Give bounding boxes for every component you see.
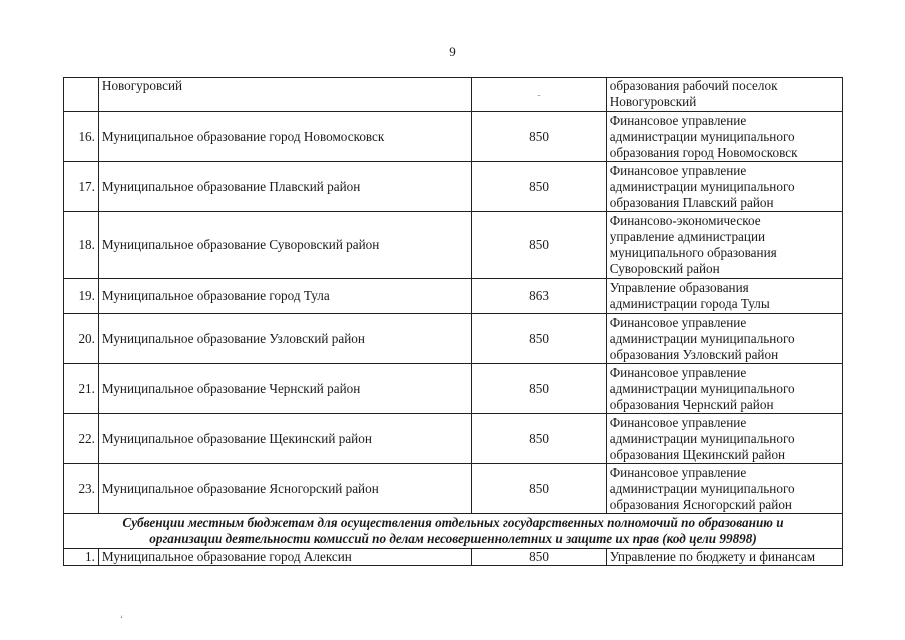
org-line: Финансовое управление	[609, 464, 747, 480]
section-title-line: Субвенции местным бюджетам для осуществления отдельных государственных полномочий по образованию и	[122, 515, 784, 530]
org-line: образования Щекинский район	[609, 446, 786, 462]
org-line: образования Ясногорский район	[609, 496, 792, 512]
administrator-name	[606, 78, 842, 112]
municipality-name: Муниципальное образование Суворовский район	[98, 212, 471, 279]
municipality-name: Муниципальное образование город Новомосковск	[98, 112, 471, 162]
row-number: 1.	[64, 549, 99, 566]
row-number: 22.	[64, 414, 99, 464]
org-line: Новогуровский	[609, 94, 697, 109]
municipality-name: Муниципальное образование Ясногорский район	[98, 464, 471, 514]
table-row	[64, 364, 843, 414]
org-line: образования Чернский район	[609, 396, 774, 412]
department-code: 850	[472, 212, 606, 279]
department-code: 850	[472, 464, 606, 514]
administrator-name	[606, 464, 842, 514]
org-line: администрации муниципального	[609, 330, 795, 346]
municipality-name: Муниципальное образование город Тула	[98, 279, 471, 314]
org-line: Суворовский район	[609, 261, 720, 276]
org-line: Финансовое управление	[609, 162, 747, 178]
department-code: 850	[472, 314, 606, 364]
administrator-name: Управление по бюджету и финансам	[606, 549, 842, 566]
org-line: муниципального образования	[609, 245, 777, 260]
stray-mark: ‘	[120, 614, 123, 624]
municipality-name: Муниципальное образование Чернский район	[98, 364, 471, 414]
org-line: образования рабочий поселок	[609, 78, 778, 93]
org-line: администрации муниципального	[609, 480, 795, 496]
org-line: Финансовое управление	[609, 414, 747, 430]
row-number: 18.	[64, 212, 99, 279]
section-title	[64, 514, 843, 549]
row-number: 20.	[64, 314, 99, 364]
row-number: 21.	[64, 364, 99, 414]
administrator-name	[606, 162, 842, 212]
budget-table	[63, 77, 843, 566]
municipality-name: Муниципальное образование Плавский район	[98, 162, 471, 212]
page-number: 9	[449, 44, 456, 59]
table-row	[64, 212, 843, 279]
table-row	[64, 464, 843, 514]
org-line: администрации муниципального	[609, 178, 795, 194]
administrator-name	[606, 212, 842, 279]
municipality-name: Муниципальное образование Щекинский район	[98, 414, 471, 464]
municipality-name: Муниципальное образование Узловский район	[98, 314, 471, 364]
org-line: Финансовое управление	[609, 112, 747, 128]
municipality-name: Новогуровсий	[98, 78, 471, 112]
department-code	[472, 78, 606, 112]
table-row	[64, 414, 843, 464]
org-line: администрации муниципального	[609, 430, 795, 446]
department-code: 850	[472, 549, 606, 566]
section-title-line: организации деятельности комиссий по делам несовершеннолетних и защите их прав (код цели 99898)	[149, 531, 757, 546]
org-line: образования город Новомосковск	[609, 144, 798, 160]
table-row	[64, 162, 843, 212]
table-row	[64, 112, 843, 162]
table-row	[64, 78, 843, 112]
department-code: 850	[472, 112, 606, 162]
table-row	[64, 314, 843, 364]
org-line: образования Узловский район	[609, 346, 779, 362]
department-code: 850	[472, 162, 606, 212]
table-row	[64, 549, 843, 566]
org-line: образования Плавский район	[609, 194, 774, 210]
administrator-name	[606, 112, 842, 162]
org-line: Финансовое управление	[609, 314, 747, 330]
table-row	[64, 279, 843, 314]
org-line: управление администрации	[609, 229, 766, 244]
row-number: 23.	[64, 464, 99, 514]
org-line: Финансовое управление	[609, 364, 747, 380]
row-number	[64, 78, 99, 112]
row-number: 17.	[64, 162, 99, 212]
department-code: 850	[472, 414, 606, 464]
row-number: 19.	[64, 279, 99, 314]
municipality-name: Муниципальное образование город Алексин	[98, 549, 471, 566]
administrator-name	[606, 364, 842, 414]
org-line: Финансово-экономическое	[609, 213, 761, 228]
row-number: 16.	[64, 112, 99, 162]
administrator-name	[606, 314, 842, 364]
section-header-row	[64, 514, 843, 549]
administrator-name	[606, 279, 842, 314]
department-code: 850	[472, 364, 606, 414]
org-line: администрации муниципального	[609, 380, 795, 396]
org-line: администрации муниципального	[609, 128, 795, 144]
code-dash: -	[537, 89, 541, 101]
org-line: Управление образования	[609, 280, 749, 295]
department-code: 863	[472, 279, 606, 314]
administrator-name	[606, 414, 842, 464]
org-line: администрации города Тулы	[609, 296, 770, 311]
